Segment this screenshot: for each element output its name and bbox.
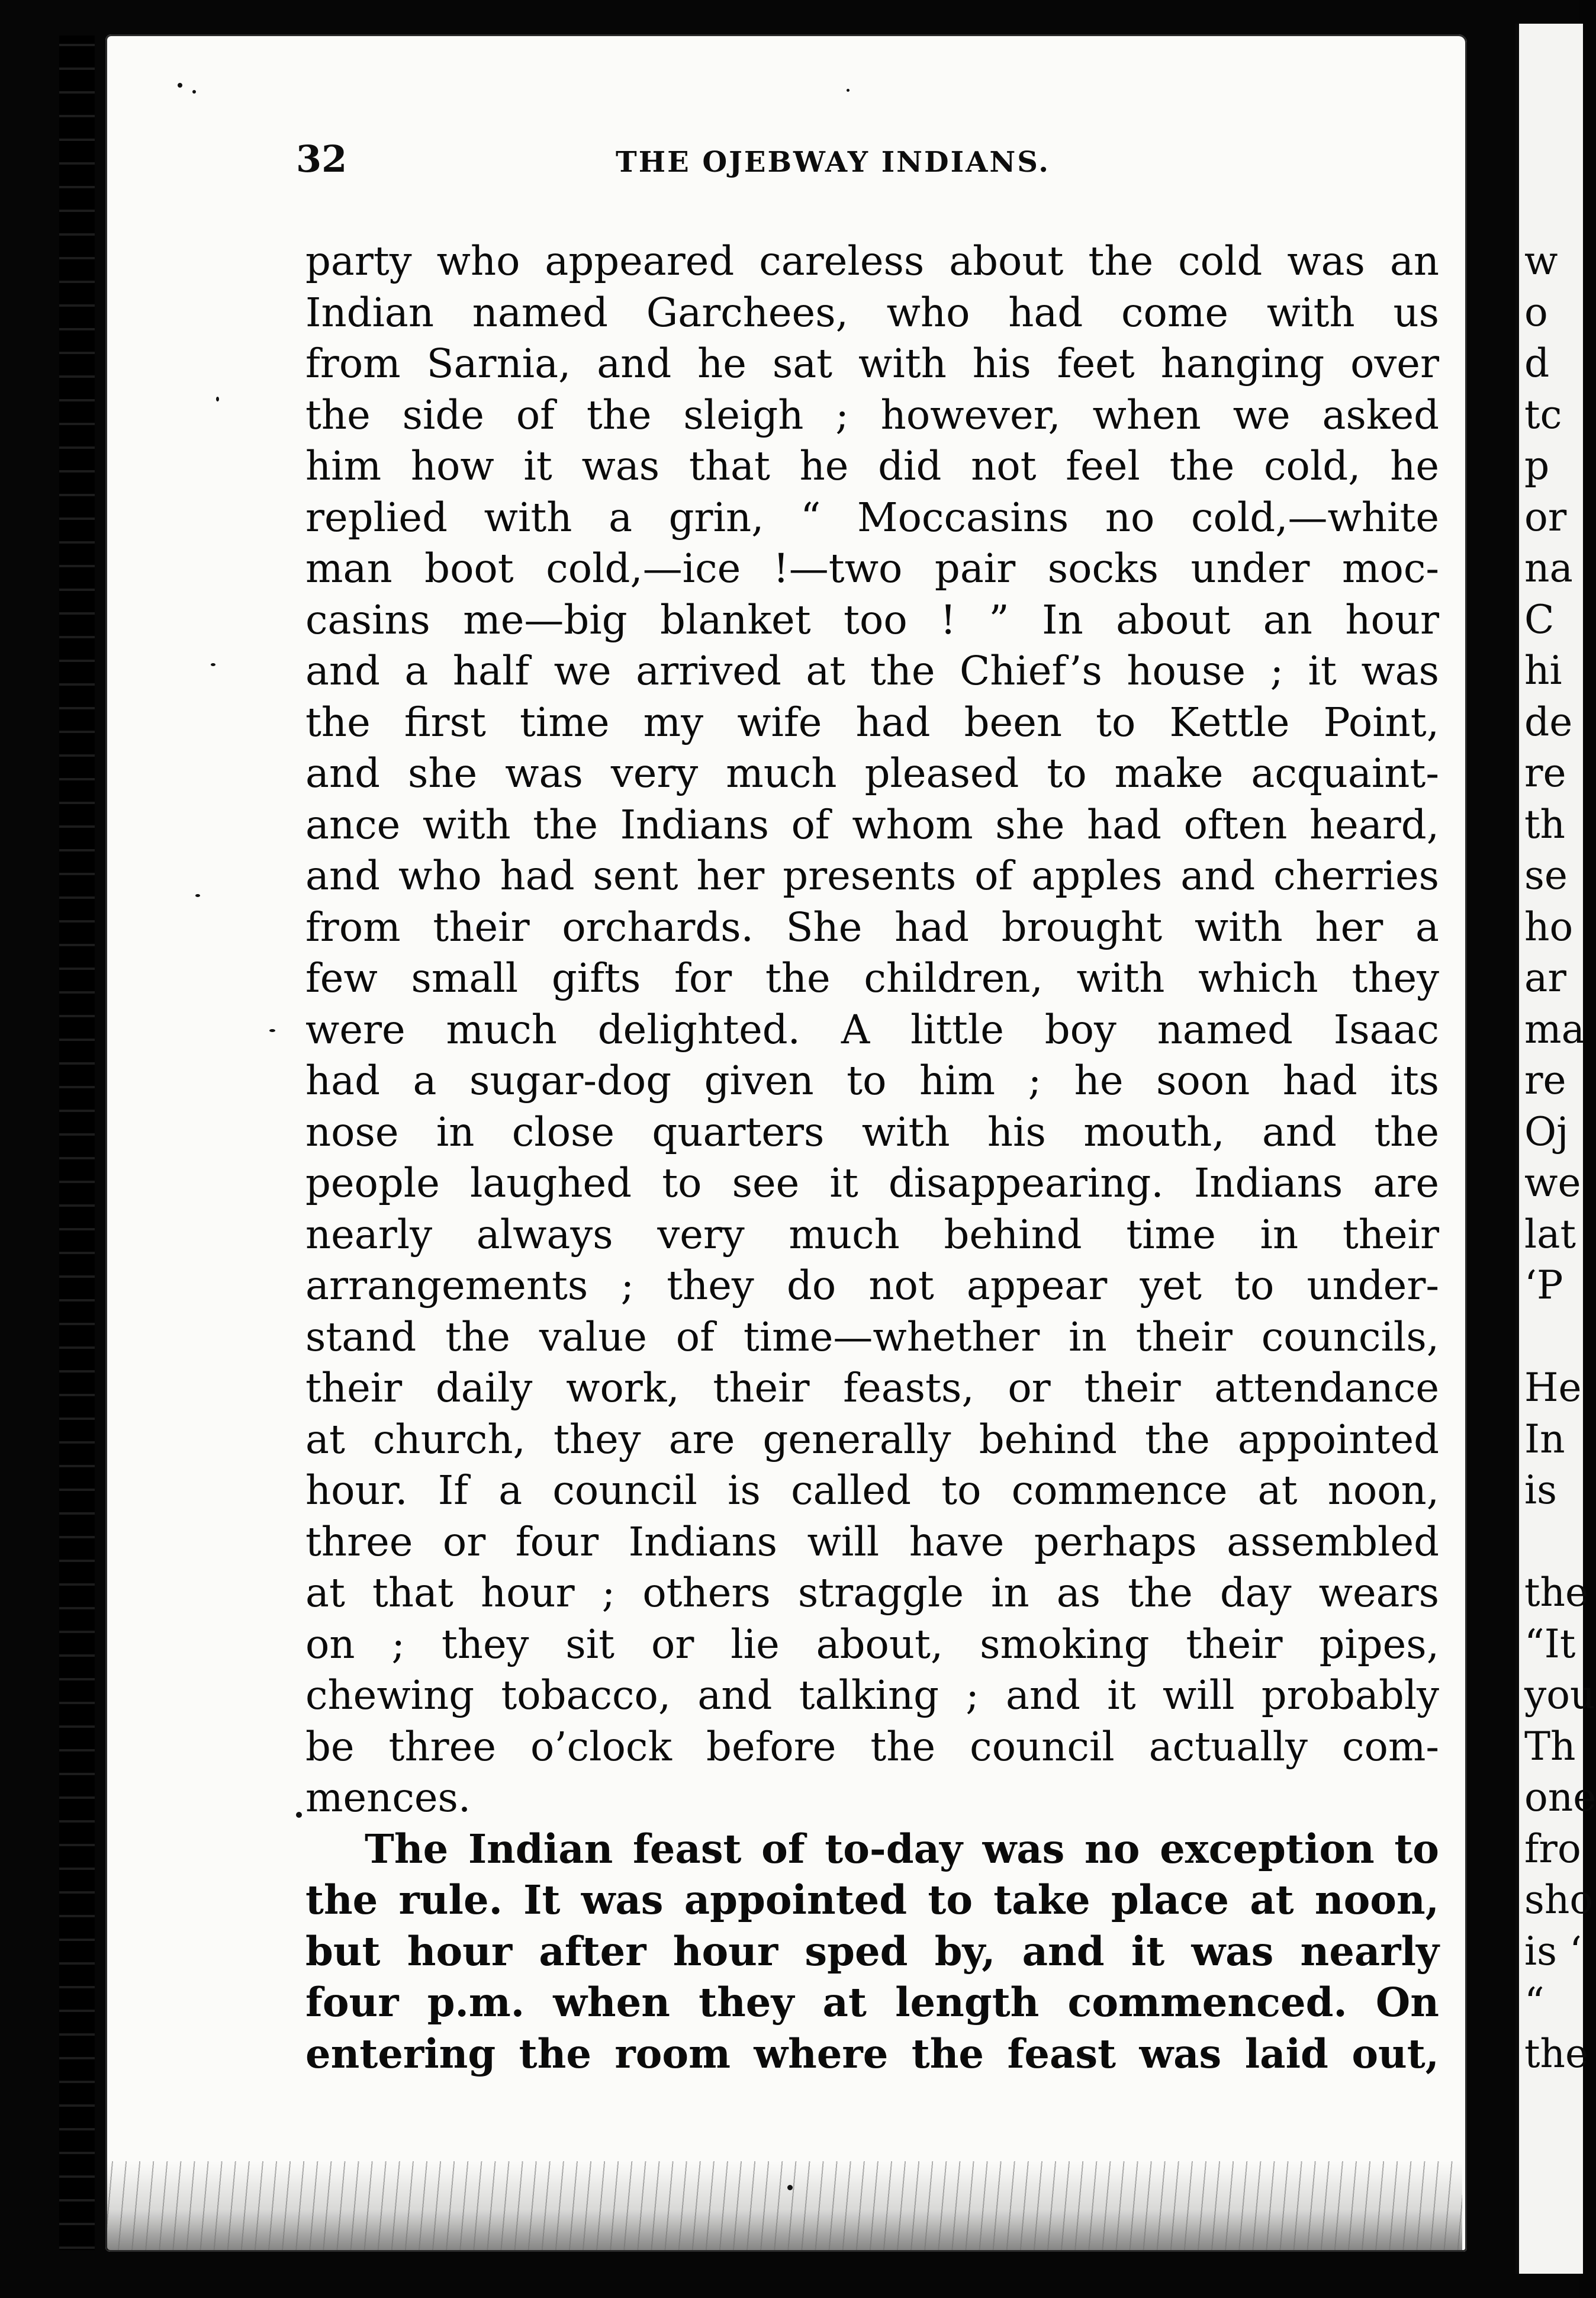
neighbor-line: sho — [1524, 1877, 1594, 1923]
text-line: casins me—big blanket too ! ” In about an hour — [305, 596, 1439, 643]
neighbor-line: “ — [1524, 1979, 1544, 2025]
neighbor-line: one — [1524, 1775, 1596, 1820]
text-line: the rule. It was appointed to take place at noon, — [305, 1876, 1439, 1923]
text-line: and she was very much pleased to make acquaint- — [305, 750, 1439, 796]
scan-speck — [211, 663, 215, 666]
neighbor-line: ar — [1524, 955, 1566, 1001]
scan-speck — [192, 90, 196, 94]
neighbor-line: o — [1524, 289, 1548, 335]
neighbor-line: C — [1524, 596, 1555, 642]
text-line: The Indian feast of to-day was no exception to — [365, 1825, 1439, 1872]
neighbor-line: th — [1524, 801, 1566, 847]
neighbor-line: the — [1524, 1570, 1589, 1615]
neighbor-line: d — [1524, 340, 1550, 386]
neighbor-page-text — [1524, 236, 1596, 2080]
text-line: from Sarnia, and he sat with his feet hanging over — [305, 340, 1439, 387]
neighbor-line: p — [1524, 443, 1550, 488]
paragraph-2 — [305, 1824, 1439, 2080]
neighbor-line: tc — [1524, 391, 1562, 438]
text-line: but hour after hour sped by, and it was nearly — [305, 1927, 1439, 1975]
neighbor-line — [1524, 1516, 1579, 1568]
text-line: few small gifts for the children, with which they — [305, 955, 1439, 1001]
neighbor-line: the — [1524, 2030, 1589, 2077]
neighbor-line: ma — [1524, 1006, 1585, 1052]
text-line: man boot cold,—ice !—two pair socks under moc- — [305, 545, 1439, 592]
neighbor-line: is — [1524, 1467, 1557, 1513]
neighbor-line: you — [1524, 1672, 1595, 1718]
text-line: be three o’clock before the council actually com- — [305, 1723, 1439, 1770]
text-line: replied with a grin, “ Moccasins no cold,—white — [305, 494, 1439, 541]
text-line: their daily work, their feasts, or their attendance — [305, 1365, 1439, 1411]
text-line: and who had sent her presents of apples and cherries — [305, 853, 1439, 899]
neighbor-line: w — [1524, 238, 1558, 284]
neighbor-line: In — [1524, 1416, 1565, 1462]
text-line: ance with the Indians of whom she had often heard, — [305, 801, 1439, 848]
body-text — [305, 236, 1439, 2080]
text-line: people laughed to see it disappearing. Indians are — [305, 1160, 1439, 1206]
text-line: were much delighted. A little boy named Isaac — [305, 1006, 1439, 1053]
text-line: four p.m. when they at length commenced. On — [305, 1979, 1439, 2026]
neighbor-line: lat — [1524, 1211, 1576, 1257]
running-title: THE OJEBWAY INDIANS. — [616, 146, 1050, 179]
neighbor-line: se — [1524, 853, 1568, 898]
text-line: three or four Indians will have perhaps assembled — [305, 1518, 1439, 1565]
neighbor-line: Th — [1524, 1723, 1576, 1769]
scan-speck — [216, 397, 219, 401]
text-line: had a sugar-dog given to him ; he soon had its — [305, 1058, 1439, 1104]
scan-speck — [195, 894, 200, 897]
scan-speck — [178, 83, 182, 88]
scan-speck — [787, 2185, 793, 2190]
scan-speck — [847, 89, 850, 92]
text-line: and a half we arrived at the Chief’s house ; it was — [305, 648, 1439, 694]
neighbor-line: or — [1524, 494, 1567, 540]
text-line: the side of the sleigh ; however, when we asked — [305, 391, 1439, 438]
neighbor-line: na — [1524, 545, 1573, 591]
text-line: at church, they are generally behind the appointed — [305, 1416, 1439, 1463]
text-line: arrangements ; they do not appear yet to under- — [305, 1262, 1439, 1309]
scan-speck — [296, 1812, 302, 1818]
text-line: him how it was that he did not feel the cold, he — [305, 443, 1439, 489]
text-line: stand the value of time—whether in their councils, — [305, 1313, 1439, 1360]
neighbor-line: re — [1524, 1058, 1566, 1103]
text-line: from their orchards. She had brought with her a — [305, 904, 1439, 950]
neighbor-line: ho — [1524, 904, 1574, 950]
neighbor-line: “It — [1524, 1621, 1576, 1667]
neighbor-line: is ‘ — [1524, 1928, 1582, 1974]
bottom-edge-artifact — [107, 2161, 1462, 2250]
text-line: hour. If a council is called to commence at noon, — [305, 1467, 1439, 1513]
paragraph-1 — [305, 236, 1439, 1824]
neighbor-line: hi — [1524, 648, 1562, 693]
text-line: party who appeared careless about the cold was an — [305, 238, 1439, 284]
scan-speck — [269, 1029, 275, 1032]
running-head — [296, 137, 1450, 191]
text-line: nose in close quarters with his mouth, and the — [305, 1108, 1439, 1155]
text-line: on ; they sit or lie about, smoking their pipes, — [305, 1621, 1439, 1667]
text-line: the first time my wife had been to Kettle Point, — [305, 699, 1439, 745]
neighbor-line — [1524, 1312, 1579, 1363]
text-line: chewing tobacco, and talking ; and it will probably — [305, 1672, 1439, 1718]
neighbor-line: de — [1524, 699, 1573, 745]
page-number: 32 — [296, 137, 347, 181]
neighbor-line: ‘P — [1524, 1262, 1563, 1308]
left-edge-artifact — [59, 36, 95, 2250]
text-line: entering the room where the feast was laid out, — [305, 2030, 1439, 2077]
text-line: nearly always very much behind time in their — [305, 1211, 1439, 1258]
text-line: Indian named Garchees, who had come with us — [305, 289, 1439, 336]
text-line: mences. — [305, 1775, 471, 1821]
neighbor-line: re — [1524, 750, 1566, 796]
neighbor-line: Oj — [1524, 1108, 1569, 1155]
text-line: at that hour ; others straggle in as the day wears — [305, 1570, 1439, 1616]
neighbor-line: fro — [1524, 1825, 1581, 1872]
neighbor-line: He — [1524, 1365, 1582, 1410]
neighbor-line: we — [1524, 1160, 1581, 1206]
